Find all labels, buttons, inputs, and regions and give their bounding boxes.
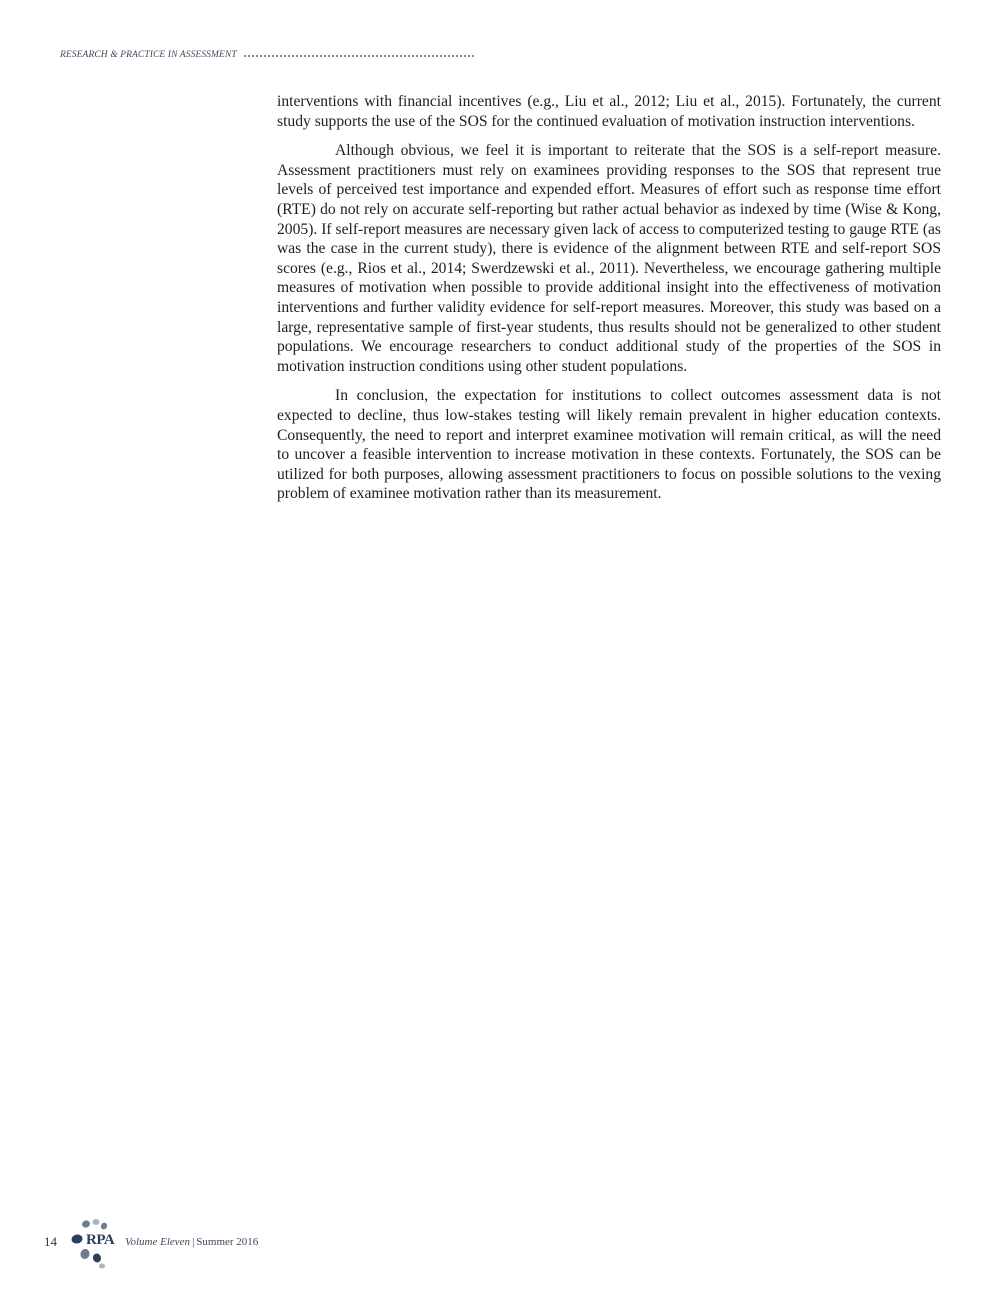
article-body (277, 92, 941, 514)
logo-wordmark: RPA (86, 1232, 115, 1248)
paragraph-continued: interventions with financial incentives (e.g., Liu et al., 2012; Liu et al., 2015). Fortunately, the current study supports the use of the SOS for the continued evaluation of motivation instruction interventions. (277, 93, 941, 130)
page-footer (0, 1218, 1000, 1278)
footer-issue: Summer 2016 (196, 1236, 259, 1248)
running-header (60, 50, 475, 60)
paragraph-conclusion: In conclusion, the expectation for institutions to collect outcomes assessment data is not expected to decline, thus low-stakes testing will likely remain prevalent in higher education contexts. Consequently, the need to report and interpret examinee motivation will remain critical, as will the need to uncover a feasible intervention to increase motivation in these contexts. Fortunately, the SOS can be utilized for both purposes, allowing assessment practitioners to focus on possible solutions to the vexing problem of examinee motivation rather than its measurement. (277, 387, 941, 503)
paragraph-self-report: Although obvious, we feel it is important to reiterate that the SOS is a self-report measure. Assessment practitioners must rely on examinees providing responses to the SOS that represent true levels of perceived test importance and expended effort. Measures of effort such as response time effort (RTE) do not rely on accurate self-reporting but rather actual behavior as indexed by time (Wise & Kong, 2005). If self-report measures are necessary given lack of access to computerized testing to gauge RTE (as was the case in the current study), there is evidence of the alignment between RTE and self-report SOS scores (e.g., Rios et al., 2014; Swerdzewski et al., 2011). Nevertheless, we encourage gathering multiple measures of motivation when possible to provide additional insight into the effectiveness of motivation interventions and further validity evidence for self-report measures. Moreover, this study was based on a large, representative sample of first-year students, thus results should not be generalized to other student populations. We encourage researchers to conduct additional study of the properties of the SOS in motivation instruction conditions using other student populations. (277, 142, 941, 375)
footer-separator: | (192, 1236, 195, 1248)
header-dotted-rule (243, 55, 475, 57)
page-number: 14 (44, 1234, 57, 1249)
footer-volume: Volume Eleven (125, 1236, 191, 1248)
footer-issue-info (125, 1236, 258, 1248)
running-header-title: RESEARCH & PRACTICE IN ASSESSMENT (60, 50, 237, 60)
